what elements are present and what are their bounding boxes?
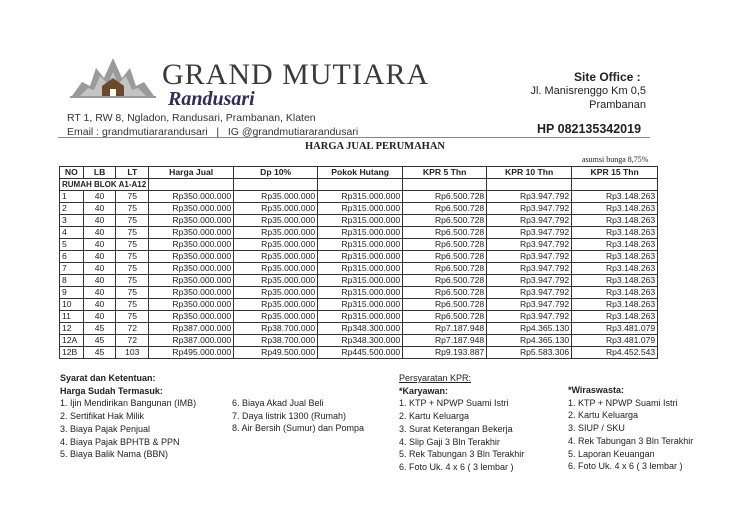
col-no: NO <box>60 167 84 179</box>
cell-harga-jual: Rp350.000.000 <box>149 203 234 215</box>
terms-item: 1. Ijin Mendirikan Bangunan (IMB) <box>60 398 197 409</box>
cell-kpr-5: Rp6.500.728 <box>403 215 487 227</box>
cell-dp: Rp35.000.000 <box>234 239 318 251</box>
logo-icon <box>68 52 158 102</box>
address-line: RT 1, RW 8, Ngladon, Randusari, Prambanan, Klaten <box>67 112 316 124</box>
terms-item: 6. Biaya Akad Jual Beli <box>232 398 324 408</box>
wiraswasta-item: 3. SIUP / SKU <box>568 423 625 434</box>
cell-lt: 75 <box>116 191 149 203</box>
cell-lt: 75 <box>116 275 149 287</box>
karyawan-item: 1. KTP + NPWP Suami Istri <box>399 398 509 409</box>
cell-lt: 72 <box>116 335 149 347</box>
kpr-title: Persyaratan KPR: <box>399 373 472 383</box>
cell-lb: 40 <box>83 287 116 299</box>
karyawan-item: 6. Foto Uk. 4 x 6 ( 3 lembar ) <box>399 461 514 472</box>
table-row <box>60 251 658 263</box>
cell-pokok-hutang: Rp315.000.000 <box>318 287 403 299</box>
site-office-address <box>530 84 646 112</box>
cell-lt: 75 <box>116 287 149 299</box>
cell-dp: Rp38.700.000 <box>234 335 318 347</box>
brand-sub: Randusari <box>168 88 255 110</box>
cell-harga-jual: Rp350.000.000 <box>149 263 234 275</box>
address-block <box>67 111 358 139</box>
cell-no: 10 <box>60 299 84 311</box>
wiraswasta-item: 6. Foto Uk. 4 x 6 ( 3 lembar ) <box>568 461 683 472</box>
kpr-wiraswasta-block <box>568 384 693 473</box>
cell-lb: 40 <box>83 275 116 287</box>
cell-kpr-10: Rp4.365.130 <box>487 323 572 335</box>
cell-kpr-15: Rp3.148.263 <box>572 299 658 311</box>
site-office-line2: Prambanan <box>589 99 646 111</box>
cell-kpr-15: Rp3.148.263 <box>572 275 658 287</box>
cell-kpr-10: Rp3.947.792 <box>487 311 572 323</box>
cell-no: 9 <box>60 287 84 299</box>
cell-kpr-5: Rp6.500.728 <box>403 263 487 275</box>
cell-pokok-hutang: Rp315.000.000 <box>318 299 403 311</box>
cell-harga-jual: Rp350.000.000 <box>149 311 234 323</box>
cell-kpr-15: Rp4.452.543 <box>572 347 658 359</box>
table-row <box>60 287 658 299</box>
cell-lt: 103 <box>116 347 149 359</box>
cell-kpr-10: Rp3.947.792 <box>487 263 572 275</box>
cell-no: 11 <box>60 311 84 323</box>
karyawan-item: 3. Surat Keterangan Bekerja <box>399 423 513 434</box>
brand-name: GRAND MUTIARA <box>162 58 430 91</box>
cell-lt: 75 <box>116 263 149 275</box>
cell-lb: 40 <box>83 239 116 251</box>
cell-kpr-5: Rp6.500.728 <box>403 239 487 251</box>
terms-subtitle: Harga Sudah Termasuk: <box>60 385 163 396</box>
cell-pokok-hutang: Rp315.000.000 <box>318 311 403 323</box>
table-section-row <box>60 179 658 191</box>
cell-harga-jual: Rp350.000.000 <box>149 299 234 311</box>
cell-kpr-10: Rp3.947.792 <box>487 251 572 263</box>
terms-item: 3. Biaya Pajak Penjual <box>60 423 151 434</box>
table-row <box>60 263 658 275</box>
cell-dp: Rp35.000.000 <box>234 227 318 239</box>
cell-lb: 40 <box>83 227 116 239</box>
table-row <box>60 311 658 323</box>
cell-kpr-15: Rp3.148.263 <box>572 191 658 203</box>
cell-pokok-hutang: Rp315.000.000 <box>318 275 403 287</box>
terms-title: Syarat dan Ketentuan: <box>60 373 156 383</box>
cell-kpr-10: Rp3.947.792 <box>487 299 572 311</box>
cell-kpr-10: Rp5.583.306 <box>487 347 572 359</box>
cell-kpr-15: Rp3.148.263 <box>572 263 658 275</box>
cell-kpr-5: Rp6.500.728 <box>403 299 487 311</box>
contact-line: Email : grandmutiararandusari | IG @grandmutiararandusari <box>67 126 359 138</box>
col-kpr-15: KPR 15 Thn <box>572 167 658 179</box>
cell-dp: Rp38.700.000 <box>234 323 318 335</box>
cell-kpr-15: Rp3.148.263 <box>572 239 658 251</box>
cell-kpr-15: Rp3.481.079 <box>572 335 658 347</box>
cell-pokok-hutang: Rp315.000.000 <box>318 263 403 275</box>
wiraswasta-item: 1. KTP + NPWP Suami Istri <box>568 397 678 408</box>
cell-no: 2 <box>60 203 84 215</box>
terms-block <box>60 372 196 461</box>
cell-kpr-15: Rp3.148.263 <box>572 251 658 263</box>
cell-kpr-5: Rp9.193.887 <box>403 347 487 359</box>
cell-kpr-10: Rp3.947.792 <box>487 215 572 227</box>
cell-harga-jual: Rp350.000.000 <box>149 251 234 263</box>
cell-no: 12A <box>60 335 84 347</box>
cell-no: 3 <box>60 215 84 227</box>
col-harga-jual: Harga Jual <box>149 167 234 179</box>
cell-kpr-5: Rp6.500.728 <box>403 191 487 203</box>
cell-kpr-15: Rp3.148.263 <box>572 227 658 239</box>
cell-kpr-5: Rp6.500.728 <box>403 203 487 215</box>
col-dp: Dp 10% <box>234 167 318 179</box>
cell-lb: 40 <box>83 203 116 215</box>
wiraswasta-item: 2. Kartu Keluarga <box>568 410 639 421</box>
cell-kpr-10: Rp3.947.792 <box>487 275 572 287</box>
cell-no: 4 <box>60 227 84 239</box>
cell-dp: Rp35.000.000 <box>234 299 318 311</box>
table-row <box>60 215 658 227</box>
cell-kpr-15: Rp3.148.263 <box>572 311 658 323</box>
cell-kpr-5: Rp6.500.728 <box>403 287 487 299</box>
table-row <box>60 191 658 203</box>
cell-kpr-10: Rp3.947.792 <box>487 239 572 251</box>
cell-kpr-10: Rp3.947.792 <box>487 203 572 215</box>
cell-harga-jual: Rp350.000.000 <box>149 239 234 251</box>
cell-harga-jual: Rp350.000.000 <box>149 191 234 203</box>
col-lb: LB <box>83 167 116 179</box>
cell-kpr-5: Rp6.500.728 <box>403 275 487 287</box>
cell-lb: 45 <box>83 323 116 335</box>
table-row <box>60 299 658 311</box>
wiraswasta-title: *Wiraswasta: <box>568 385 624 395</box>
col-kpr-10: KPR 10 Thn <box>487 167 572 179</box>
cell-dp: Rp35.000.000 <box>234 251 318 263</box>
cell-kpr-5: Rp7.187.948 <box>403 323 487 335</box>
cell-pokok-hutang: Rp315.000.000 <box>318 251 403 263</box>
cell-lt: 75 <box>116 251 149 263</box>
cell-kpr-10: Rp3.947.792 <box>487 287 572 299</box>
karyawan-title: *Karyawan: <box>399 385 449 396</box>
cell-harga-jual: Rp495.000.000 <box>149 347 234 359</box>
cell-harga-jual: Rp350.000.000 <box>149 215 234 227</box>
cell-lb: 45 <box>83 335 116 347</box>
cell-kpr-15: Rp3.148.263 <box>572 203 658 215</box>
cell-dp: Rp35.000.000 <box>234 191 318 203</box>
cell-dp: Rp35.000.000 <box>234 287 318 299</box>
cell-harga-jual: Rp350.000.000 <box>149 287 234 299</box>
cell-dp: Rp35.000.000 <box>234 203 318 215</box>
cell-pokok-hutang: Rp315.000.000 <box>318 215 403 227</box>
kpr-karyawan-block <box>399 372 524 474</box>
cell-pokok-hutang: Rp315.000.000 <box>318 203 403 215</box>
cell-lb: 40 <box>83 299 116 311</box>
table-row <box>60 275 658 287</box>
cell-no: 5 <box>60 239 84 251</box>
cell-kpr-10: Rp3.947.792 <box>487 227 572 239</box>
cell-pokok-hutang: Rp348.300.000 <box>318 335 403 347</box>
karyawan-item: 5. Rek Tabungan 3 Bln Terakhir <box>399 449 525 460</box>
cell-dp: Rp35.000.000 <box>234 311 318 323</box>
cell-lt: 72 <box>116 323 149 335</box>
cell-no: 8 <box>60 275 84 287</box>
cell-pokok-hutang: Rp445.500.000 <box>318 347 403 359</box>
cell-kpr-10: Rp4.365.130 <box>487 335 572 347</box>
cell-lt: 75 <box>116 239 149 251</box>
table-row <box>60 323 658 335</box>
cell-lb: 40 <box>83 191 116 203</box>
table-row <box>60 203 658 215</box>
cell-lb: 40 <box>83 215 116 227</box>
cell-lt: 75 <box>116 227 149 239</box>
terms-item: 2. Sertifikat Hak Milik <box>60 411 145 422</box>
col-kpr-5: KPR 5 Thn <box>403 167 487 179</box>
cell-kpr-15: Rp3.481.079 <box>572 323 658 335</box>
cell-kpr-5: Rp6.500.728 <box>403 311 487 323</box>
karyawan-item: 4. Slip Gaji 3 Bln Terakhir <box>399 436 500 447</box>
cell-kpr-15: Rp3.148.263 <box>572 287 658 299</box>
terms-item: 8. Air Bersih (Sumur) dan Pompa <box>232 423 365 434</box>
cell-kpr-15: Rp3.148.263 <box>572 215 658 227</box>
cell-no: 12B <box>60 347 84 359</box>
cell-no: 7 <box>60 263 84 275</box>
cell-lt: 75 <box>116 299 149 311</box>
section-label: RUMAH BLOK A1-A12 <box>60 179 149 191</box>
cell-pokok-hutang: Rp315.000.000 <box>318 191 403 203</box>
cell-no: 1 <box>60 191 84 203</box>
cell-harga-jual: Rp387.000.000 <box>149 335 234 347</box>
header-divider <box>58 137 650 138</box>
cell-kpr-5: Rp7.187.948 <box>403 335 487 347</box>
price-table <box>59 166 658 359</box>
col-lt: LT <box>116 167 149 179</box>
table-row <box>60 347 658 359</box>
cell-lt: 75 <box>116 215 149 227</box>
table-title: HARGA JUAL PERUMAHAN <box>304 141 445 152</box>
cell-dp: Rp35.000.000 <box>234 215 318 227</box>
cell-dp: Rp35.000.000 <box>234 275 318 287</box>
cell-lb: 45 <box>83 347 116 359</box>
cell-no: 12 <box>60 323 84 335</box>
cell-pokok-hutang: Rp348.300.000 <box>318 323 403 335</box>
table-header-row <box>60 167 658 179</box>
cell-kpr-5: Rp6.500.728 <box>403 251 487 263</box>
table-row <box>60 239 658 251</box>
cell-lt: 75 <box>116 311 149 323</box>
cell-harga-jual: Rp350.000.000 <box>149 227 234 239</box>
site-office-line1: Jl. Manisrenggo Km 0,5 <box>530 85 646 97</box>
cell-kpr-5: Rp6.500.728 <box>403 227 487 239</box>
cell-dp: Rp49.500.000 <box>234 347 318 359</box>
interest-note: asumsi bunga 8,75% <box>582 155 649 164</box>
cell-kpr-10: Rp3.947.792 <box>487 191 572 203</box>
cell-pokok-hutang: Rp315.000.000 <box>318 239 403 251</box>
phone-number: HP 082135342019 <box>537 122 642 136</box>
terms-block-2 <box>232 397 364 435</box>
cell-harga-jual: Rp387.000.000 <box>149 323 234 335</box>
cell-lt: 75 <box>116 203 149 215</box>
terms-item: 5. Biaya Balik Nama (BBN) <box>60 449 169 460</box>
terms-item: 7. Daya listrik 1300 (Rumah) <box>232 410 347 421</box>
wiraswasta-item: 4. Rek Tabungan 3 Bln Terakhir <box>568 435 694 446</box>
wiraswasta-item: 5. Laporan Keuangan <box>568 448 655 459</box>
cell-pokok-hutang: Rp315.000.000 <box>318 227 403 239</box>
cell-no: 6 <box>60 251 84 263</box>
cell-lb: 40 <box>83 251 116 263</box>
site-office-title: Site Office : <box>574 70 641 84</box>
cell-lb: 40 <box>83 311 116 323</box>
karyawan-item: 2. Kartu Keluarga <box>399 411 470 422</box>
cell-dp: Rp35.000.000 <box>234 263 318 275</box>
terms-item: 4. Biaya Pajak BPHTB & PPN <box>60 436 180 447</box>
table-row <box>60 335 658 347</box>
cell-lb: 40 <box>83 263 116 275</box>
cell-harga-jual: Rp350.000.000 <box>149 275 234 287</box>
col-pokok-hutang: Pokok Hutang <box>318 167 403 179</box>
table-row <box>60 227 658 239</box>
